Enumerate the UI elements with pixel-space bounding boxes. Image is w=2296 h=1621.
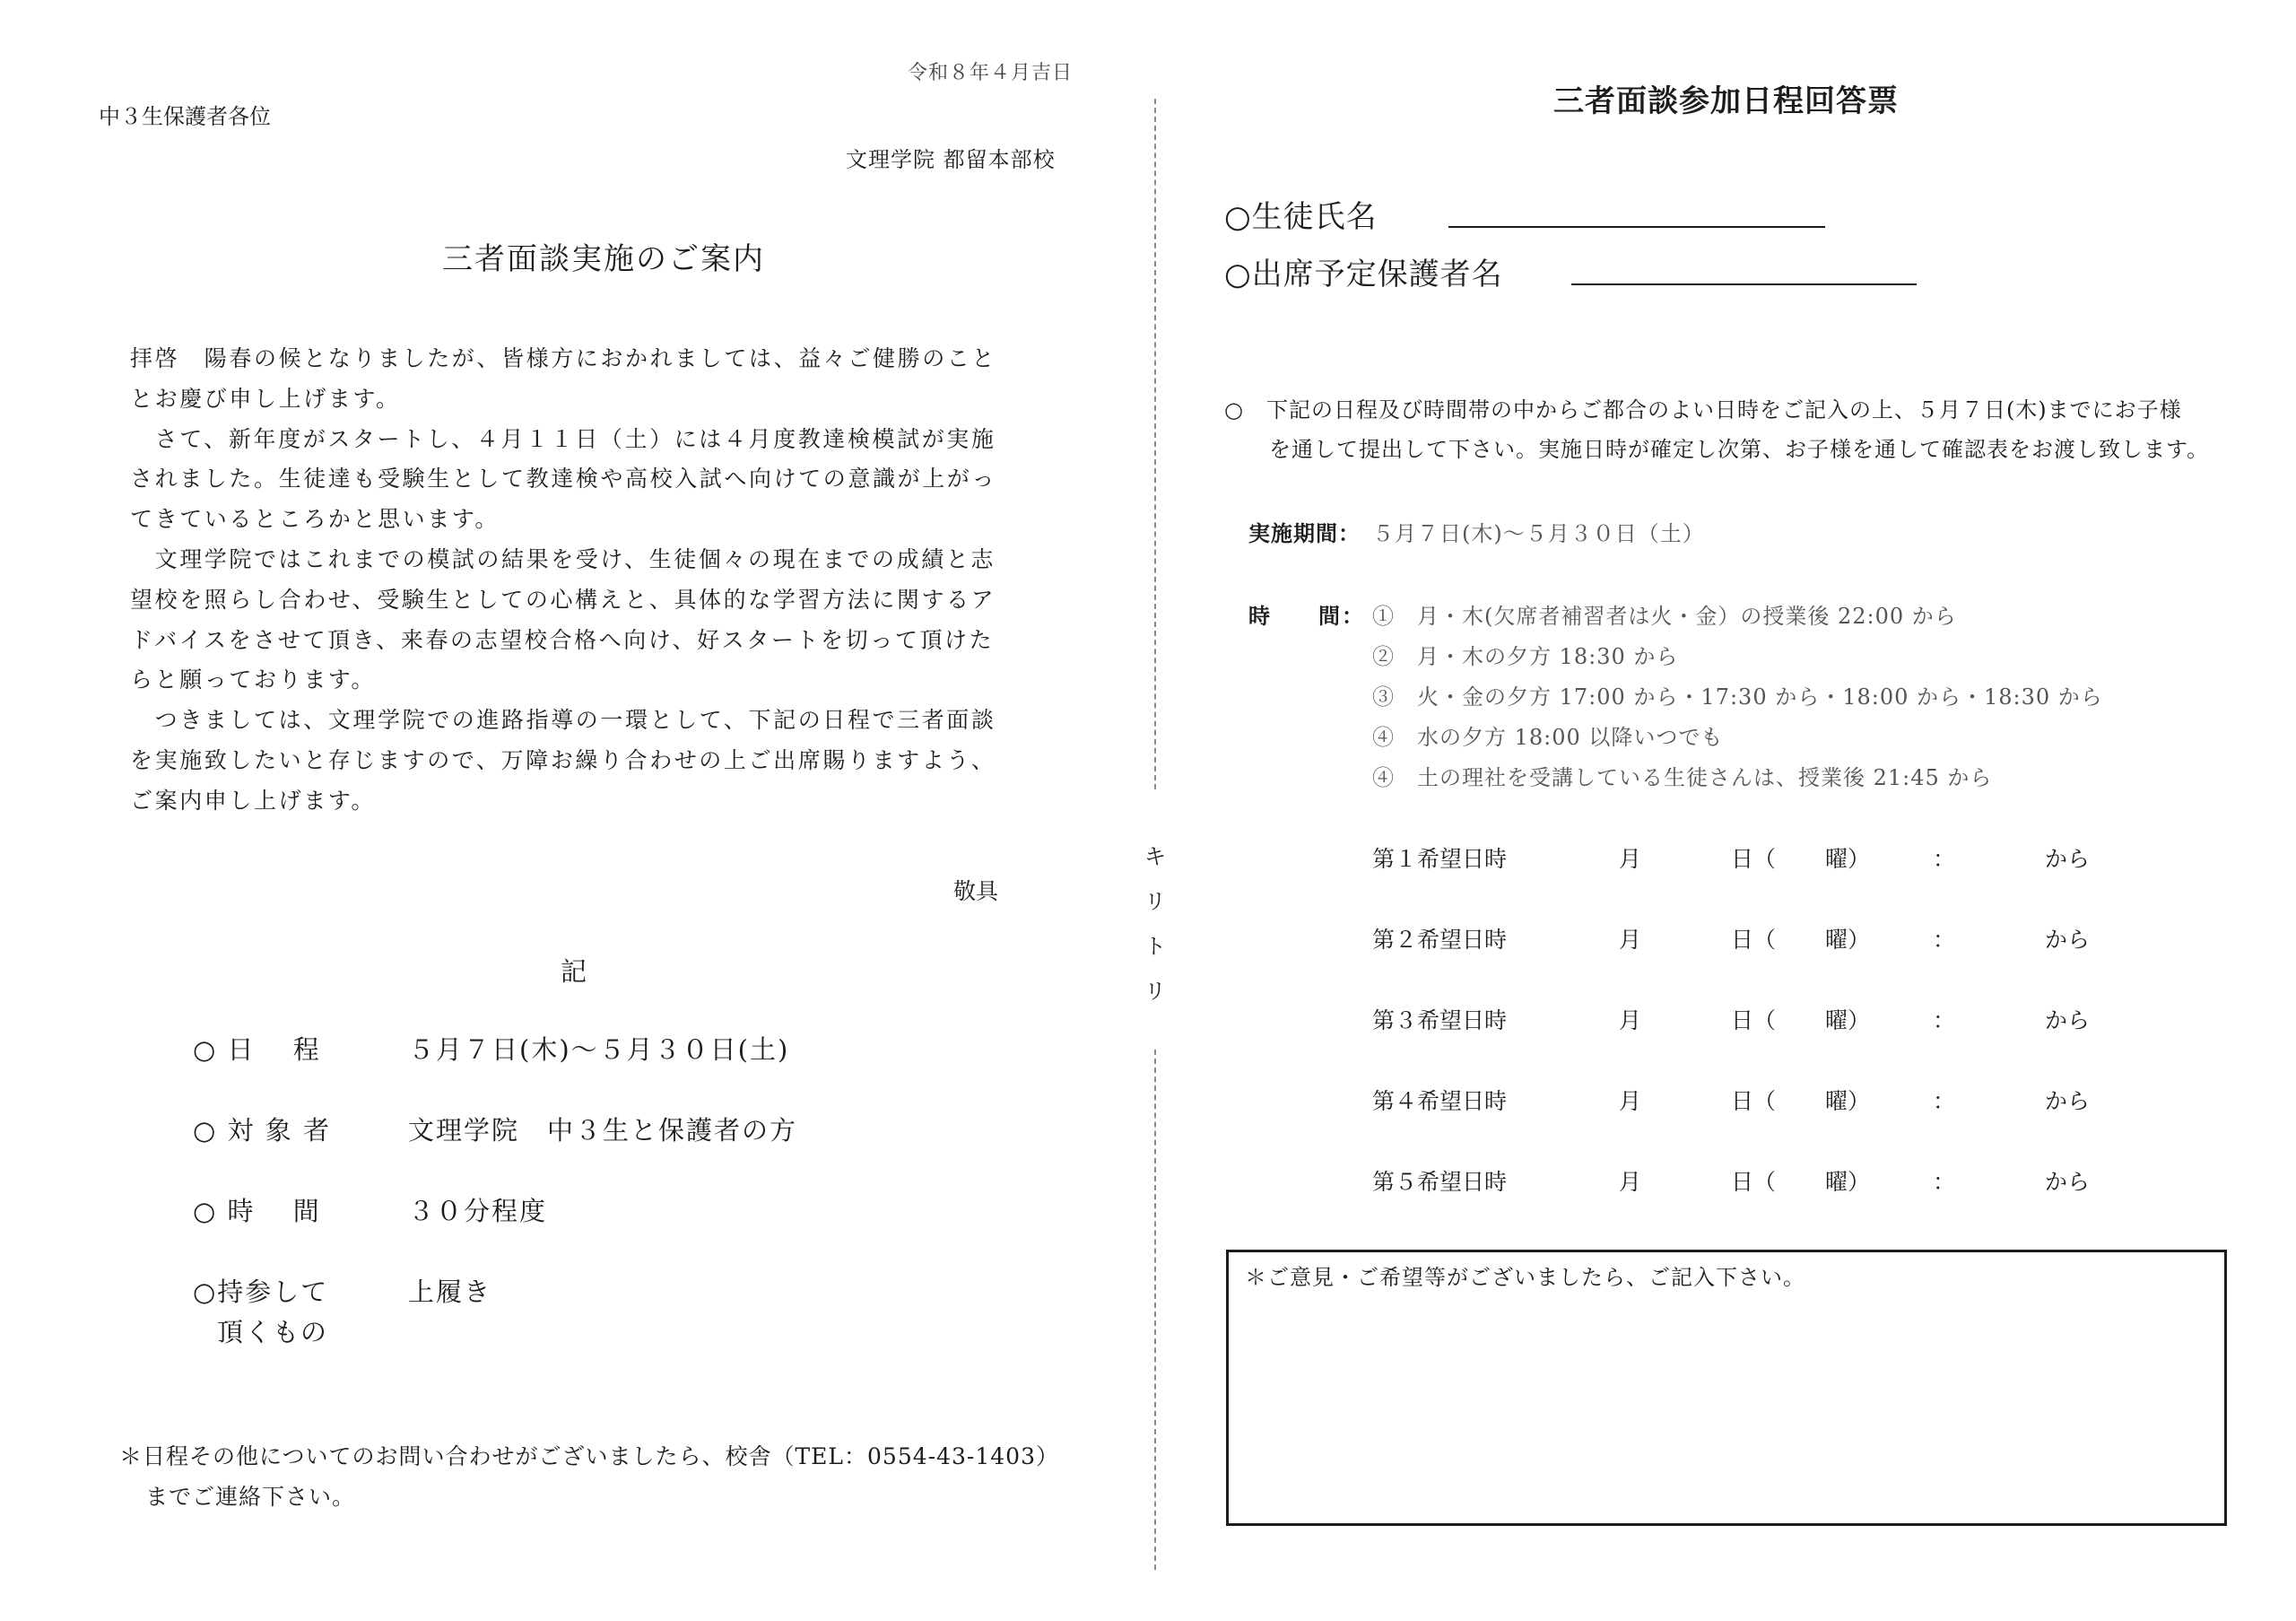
from-label: から	[2045, 1169, 2091, 1195]
detail-value: ３０分程度	[408, 1196, 548, 1226]
notice-title: 三者面談実施のご案内	[442, 241, 765, 277]
time-option: ② 月・木の夕方 18:30 から	[1372, 644, 1679, 669]
contact-note: ＊日程その他についてのお問い合わせがございましたら、校舎（TEL：0554-43-1403）	[119, 1443, 1059, 1469]
from-label: から	[2045, 927, 2091, 953]
weekday-field: 曜）	[1825, 1088, 1871, 1114]
body-paragraph: さて、新年度がスタートし、４月１１日（土）には４月度教達検模試が実施されました。生徒達も受験生として教達検や高校入試へ向けての意識が上がってきているところかと思います。	[130, 425, 997, 533]
weekday-field: 曜）	[1825, 846, 1871, 872]
from-label: から	[2045, 1088, 2091, 1114]
weekday-field: 曜）	[1825, 927, 1871, 953]
student-name-field[interactable]	[1448, 226, 1825, 228]
weekday-field: 曜）	[1825, 1007, 1871, 1033]
preference-label: 第４希望日時	[1372, 1088, 1508, 1114]
detail-label-continued: 頂くもの	[217, 1317, 329, 1347]
preference-row-3[interactable]	[1372, 1003, 2108, 1039]
day-field: 日（	[1731, 846, 1777, 872]
detail-value: 文理学院 中３生と保護者の方	[408, 1115, 798, 1146]
month-field: 月	[1619, 1169, 1642, 1195]
instruction-line: ○ 下記の日程及び時間帯の中からご都合のよい日時をご記入の上、５月７日(木)までにお子様	[1224, 397, 2182, 423]
body-paragraph: 拝啓 陽春の候となりましたが、皆様方におかれましては、益々ご健勝のこととお慶び申し上げます。	[130, 345, 997, 412]
comment-prompt: ＊ご意見・ご希望等がございましたら、ご記入下さい。	[1245, 1265, 1805, 1290]
instruction-line: を通して提出して下さい。実施日時が確定し次第、お子様を通して確認表をお渡し致します。	[1224, 437, 2210, 462]
preference-row-1[interactable]	[1372, 841, 2108, 877]
body-paragraph: 文理学院ではこれまでの模試の結果を受け、生徒個々の現在までの成績と志望校を照らし合わせ、受験生としての心構えと、具体的な学習方法に関するアドバイスをさせて頂き、来春の志望校合格へ向け、好スタートを切って頂けたらと願っております。	[130, 545, 996, 693]
month-field: 月	[1619, 1088, 1642, 1114]
preference-label: 第２希望日時	[1372, 927, 1508, 953]
student-name-label: ○生徒氏名	[1224, 199, 1378, 235]
cut-char: リ	[1144, 889, 1166, 914]
notice-body	[130, 339, 1009, 822]
detail-label: ○ 日 程	[193, 1034, 321, 1065]
time-colon: ：	[1933, 927, 1956, 953]
preference-row-4[interactable]	[1372, 1084, 2108, 1120]
cut-char: キ	[1144, 844, 1166, 869]
weekday-field: 曜）	[1825, 1169, 1871, 1195]
cut-char: ト	[1144, 934, 1166, 959]
month-field: 月	[1619, 846, 1642, 872]
from-label: から	[2045, 846, 2091, 872]
period-label: 実施期間：	[1248, 520, 1361, 546]
closing-keigu: 敬具	[953, 878, 999, 904]
period-value: ５月７日(木)～５月３０日（土）	[1372, 521, 1705, 546]
detail-label: ○ 対 象 者	[193, 1115, 331, 1146]
preference-label: 第５希望日時	[1372, 1169, 1508, 1195]
reply-title: 三者面談参加日程回答票	[1553, 83, 1899, 119]
time-colon: ：	[1933, 1088, 1956, 1114]
guardian-name-field[interactable]	[1571, 283, 1917, 285]
cut-line-lower	[1154, 1050, 1156, 1570]
time-colon: ：	[1933, 846, 1956, 872]
cut-line-label	[1144, 834, 1167, 1014]
time-option: ④ 水の夕方 18:00 以降いつでも	[1372, 725, 1724, 750]
guardian-name-label: ○出席予定保護者名	[1224, 257, 1503, 292]
preference-label: 第３希望日時	[1372, 1007, 1508, 1033]
contact-note-cont: までご連絡下さい。	[145, 1484, 356, 1510]
detail-value: 上履き	[408, 1277, 492, 1307]
cut-line-upper	[1154, 99, 1156, 789]
time-colon: ：	[1933, 1169, 1956, 1195]
day-field: 日（	[1731, 927, 1777, 953]
time-option: ① 月・木(欠席者補習者は火・金）の授業後 22:00 から	[1372, 604, 1957, 629]
time-colon: ：	[1933, 1007, 1956, 1033]
detail-label: ○持参して	[193, 1277, 329, 1307]
time-option: ④ 土の理社を受講している生徒さんは、授業後 21:45 から	[1372, 765, 1993, 790]
preference-row-5[interactable]	[1372, 1164, 2108, 1200]
comment-box[interactable]	[1226, 1250, 2227, 1526]
month-field: 月	[1619, 1007, 1642, 1033]
day-field: 日（	[1731, 1169, 1777, 1195]
from-label: から	[2045, 1007, 2091, 1033]
preference-row-2[interactable]	[1372, 922, 2108, 958]
day-field: 日（	[1731, 1007, 1777, 1033]
day-field: 日（	[1731, 1088, 1777, 1114]
addressee: 中３生保護者各位	[99, 104, 271, 129]
month-field: 月	[1619, 927, 1642, 953]
cut-char: リ	[1144, 979, 1166, 1004]
notice-date: 令和８年４月吉日	[908, 62, 1074, 84]
preference-label: 第１希望日時	[1372, 846, 1508, 872]
time-label: 時 間：	[1248, 603, 1365, 629]
instructions	[1224, 390, 2209, 469]
detail-value: ５月７日(木)～５月３０日(土)	[408, 1034, 790, 1065]
ki-heading: 記	[561, 956, 587, 987]
sender: 文理学院 都留本部校	[846, 147, 1056, 172]
time-option: ③ 火・金の夕方 17:00 から・17:30 から・18:00 から・18:30 から	[1372, 684, 2103, 710]
body-paragraph: つきましては、文理学院での進路指導の一環として、下記の日程で三者面談を実施致したいと存じますので、万障お繰り合わせの上ご出席賜りますよう、ご案内申し上げます。	[130, 707, 996, 814]
detail-label: ○ 時 間	[193, 1196, 321, 1226]
